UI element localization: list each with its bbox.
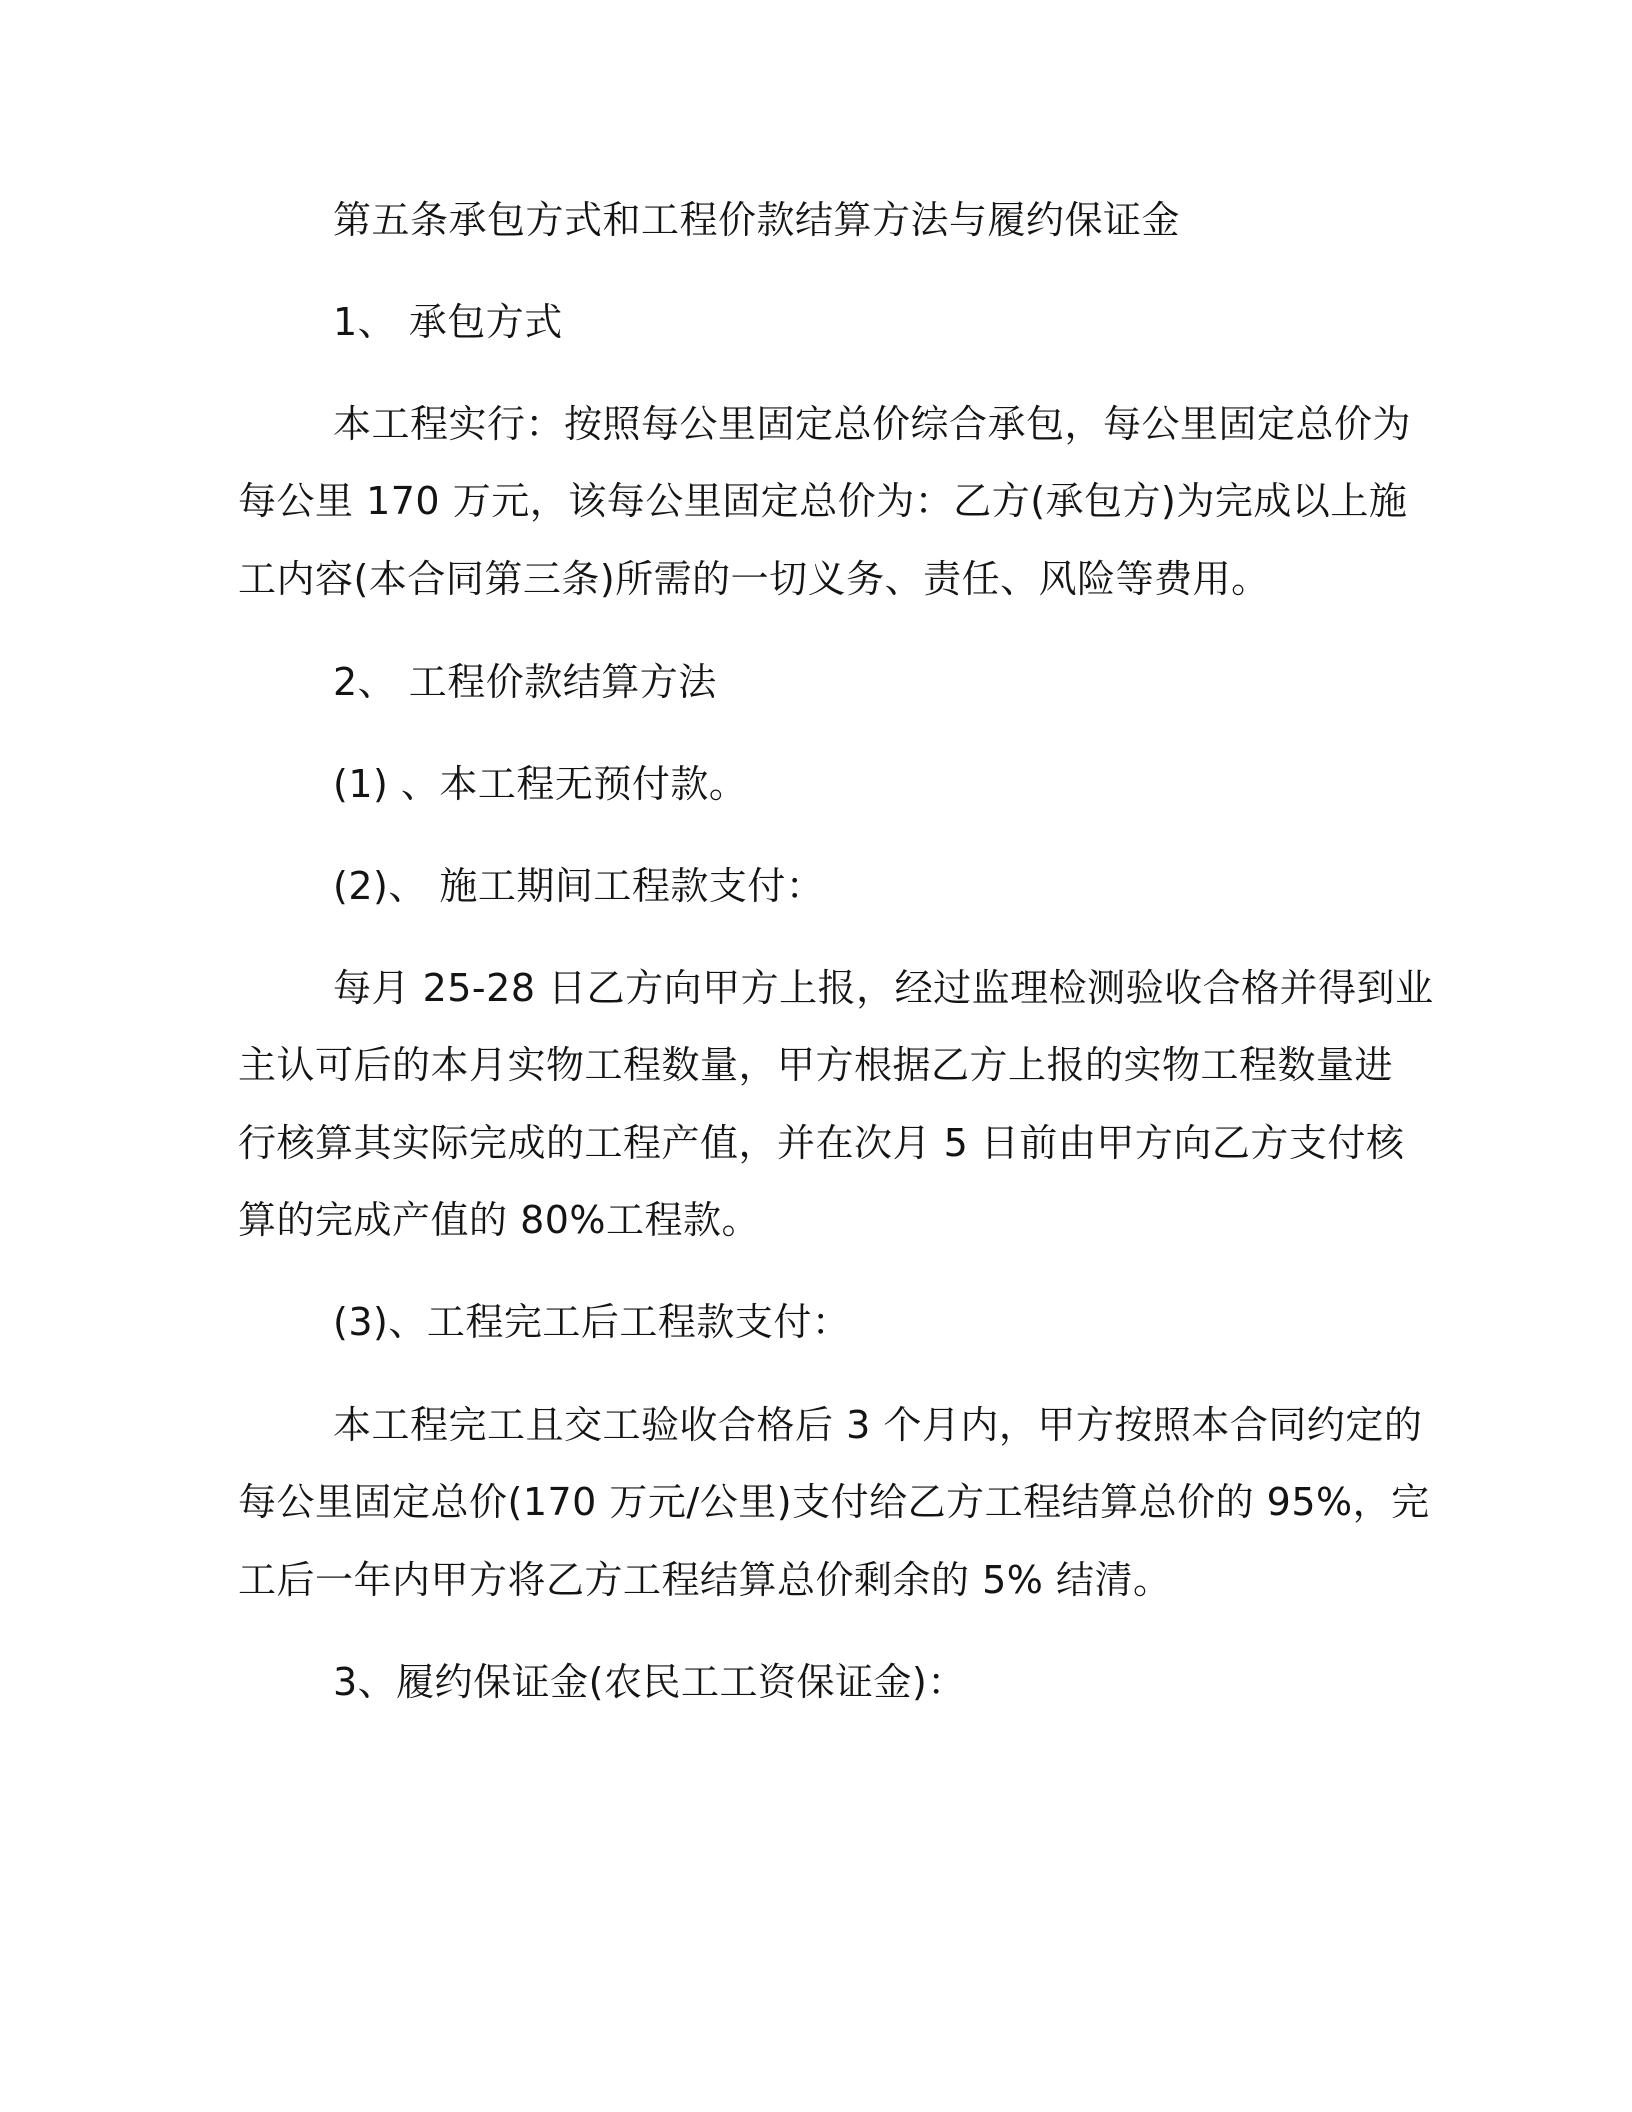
section-1-paragraph-line-2: 每公里 170 万元，该每公里固定总价为：乙方(承包方)为完成以上施	[238, 479, 1408, 523]
item-2-paragraph-line-1: 每月 25-28 日乙方向甲方上报，经过监理检测验收合格并得到业	[333, 966, 1434, 1010]
item-2-paragraph-line-4: 算的完成产值的 80%工程款。	[238, 1198, 761, 1242]
item-2-paragraph-line-3: 行核算其实际完成的工程产值，并在次月 5 日前由甲方向乙方支付核	[238, 1121, 1405, 1165]
item-1: (1) 、本工程无预付款。	[333, 762, 748, 806]
section-1-paragraph-line-3: 工内容(本合同第三条)所需的一切义务、责任、风险等费用。	[238, 557, 1270, 601]
item-2-paragraph-line-2: 主认可后的本月实物工程数量，甲方根据乙方上报的实物工程数量进	[238, 1043, 1394, 1087]
section-1-heading: 1、 承包方式	[333, 300, 563, 344]
article-title: 第五条承包方式和工程价款结算方法与履约保证金	[333, 198, 1181, 242]
item-3: (3)、工程完工后工程款支付：	[333, 1300, 851, 1344]
item-2: (2)、 施工期间工程款支付：	[333, 864, 825, 908]
section-2-heading: 2、 工程价款结算方法	[333, 660, 717, 704]
item-3-paragraph-line-2: 每公里固定总价(170 万元/公里)支付给乙方工程结算总价的 95%，完	[238, 1480, 1430, 1524]
item-3-paragraph-line-3: 工后一年内甲方将乙方工程结算总价剩余的 5% 结清。	[238, 1558, 1172, 1602]
item-3-paragraph-line-1: 本工程完工且交工验收合格后 3 个月内，甲方按照本合同约定的	[333, 1403, 1423, 1447]
section-1-paragraph-line-1: 本工程实行：按照每公里固定总价综合承包，每公里固定总价为	[333, 402, 1412, 446]
section-3-heading: 3、履约保证金(农民工工资保证金)：	[333, 1660, 966, 1704]
